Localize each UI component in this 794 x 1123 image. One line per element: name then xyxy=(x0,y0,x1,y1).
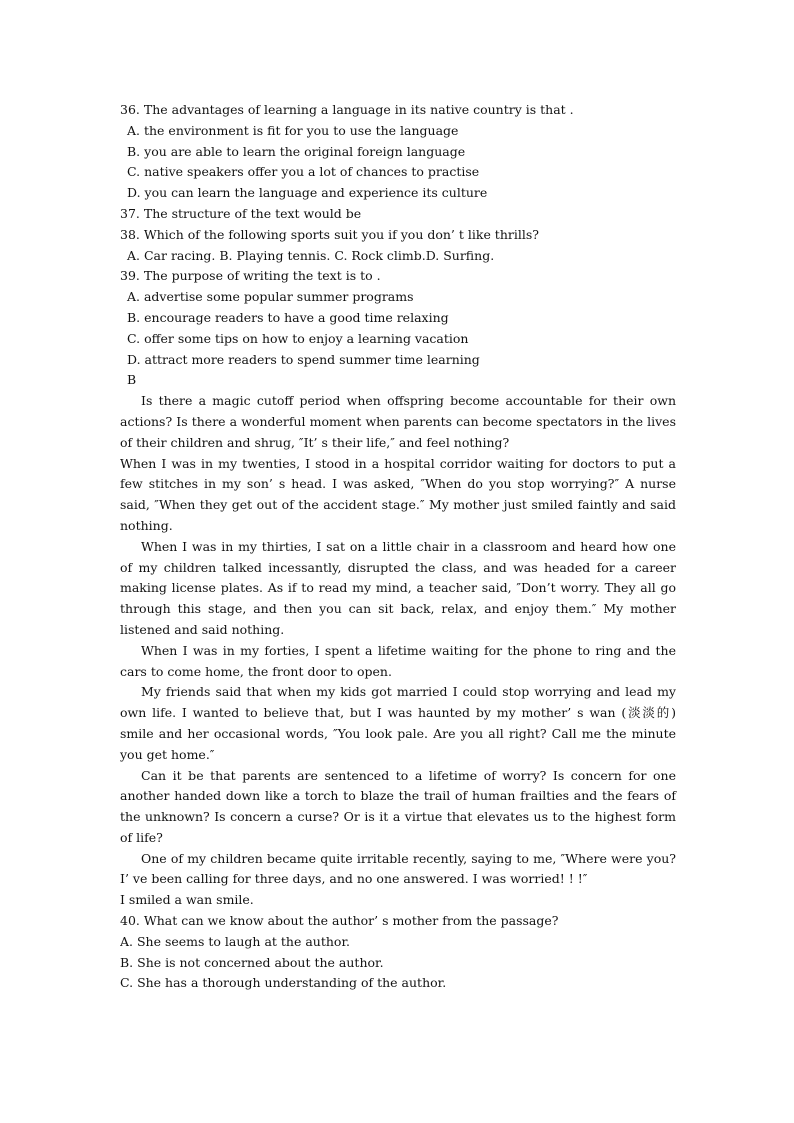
question-39-option-d: D. attract more readers to spend summer time learning xyxy=(127,351,480,367)
question-36-option-a: A. the environment is fit for you to use the language xyxy=(127,122,459,138)
question-40-stem: 40. What can we know about the author’ s mother from the passage? xyxy=(120,913,559,929)
question-39-option-b: B. encourage readers to have a good time relaxing xyxy=(127,309,449,325)
passage-paragraph-7: One of my children became quite irritable recently, saying to me, ″Where were you? I’ ve been calling for three days, and no one answered. I was worried! ! !″ xyxy=(120,850,676,887)
document-page xyxy=(120,100,676,994)
question-37-stem: 37. The structure of the text would be xyxy=(120,205,362,221)
passage-paragraph-6: Can it be that parents are sentenced to a lifetime of worry? Is concern for one another handed down like a torch to blaze the trail of human frailties and the fears of the unknown? Is concern a curse? Or is it a virtue that elevates us to the highest form of life? xyxy=(120,767,676,845)
passage-paragraph-8: I smiled a wan smile. xyxy=(120,892,254,908)
passage-paragraph-1: Is there a magic cutoff period when offspring become accountable for their own actions? Is there a wonderful moment when parents can become spectators in the lives of their children and shrug, ″It’ s their life,″ and feel nothing? xyxy=(120,393,676,450)
section-label: B xyxy=(127,372,137,388)
question-36-stem: 36. The advantages of learning a language in its native country is that . xyxy=(120,102,574,117)
question-36-option-d: D. you can learn the language and experience its culture xyxy=(127,185,488,201)
question-39-option-a: A. advertise some popular summer programs xyxy=(127,289,414,305)
question-36-option-c: C. native speakers offer you a lot of chances to practise xyxy=(127,164,480,180)
question-38-stem: 38. Which of the following sports suit you if you don’ t like thrills? xyxy=(120,226,539,242)
question-39-stem: 39. The purpose of writing the text is to . xyxy=(120,268,381,284)
passage-paragraph-2: When I was in my twenties, I stood in a hospital corridor waiting for doctors to put a few stitches in my son’ s head. I was asked, ″When do you stop worrying?″ A nurse said, ″When they get out of the accident stage.″ My mother just smiled faintly and said nothing. xyxy=(120,455,676,533)
question-38-options: A. Car racing. B. Playing tennis. C. Rock climb.D. Surfing. xyxy=(127,247,495,263)
passage-paragraph-3: When I was in my thirties, I sat on a little chair in a classroom and heard how one of my children talked incessantly, disrupted the class, and was headed for a career making license plates. As if to read my mind, a teacher said, ″Don’t worry. They all go through this stage, and then you can sit back, relax, and enjoy them.″ My mother listened and said nothing. xyxy=(120,538,676,637)
question-40-option-a: A. She seems to laugh at the author. xyxy=(120,933,351,949)
question-40-option-c: C. She has a thorough understanding of the author. xyxy=(120,975,447,991)
passage-paragraph-4: When I was in my forties, I spent a lifetime waiting for the phone to ring and the cars to come home, the front door to open. xyxy=(120,642,676,679)
question-39-option-c: C. offer some tips on how to enjoy a learning vacation xyxy=(127,330,469,346)
passage-paragraph-5: My friends said that when my kids got married I could stop worrying and lead my own life. I wanted to believe that, but I was haunted by my mother’ s wan (淡淡的) smile and her occasional words, ″You look pale. Are you all right? Call me the minute you get home.″ xyxy=(120,684,676,762)
question-36-option-b: B. you are able to learn the original foreign language xyxy=(127,143,466,159)
question-40-option-b: B. She is not concerned about the author. xyxy=(120,954,384,970)
